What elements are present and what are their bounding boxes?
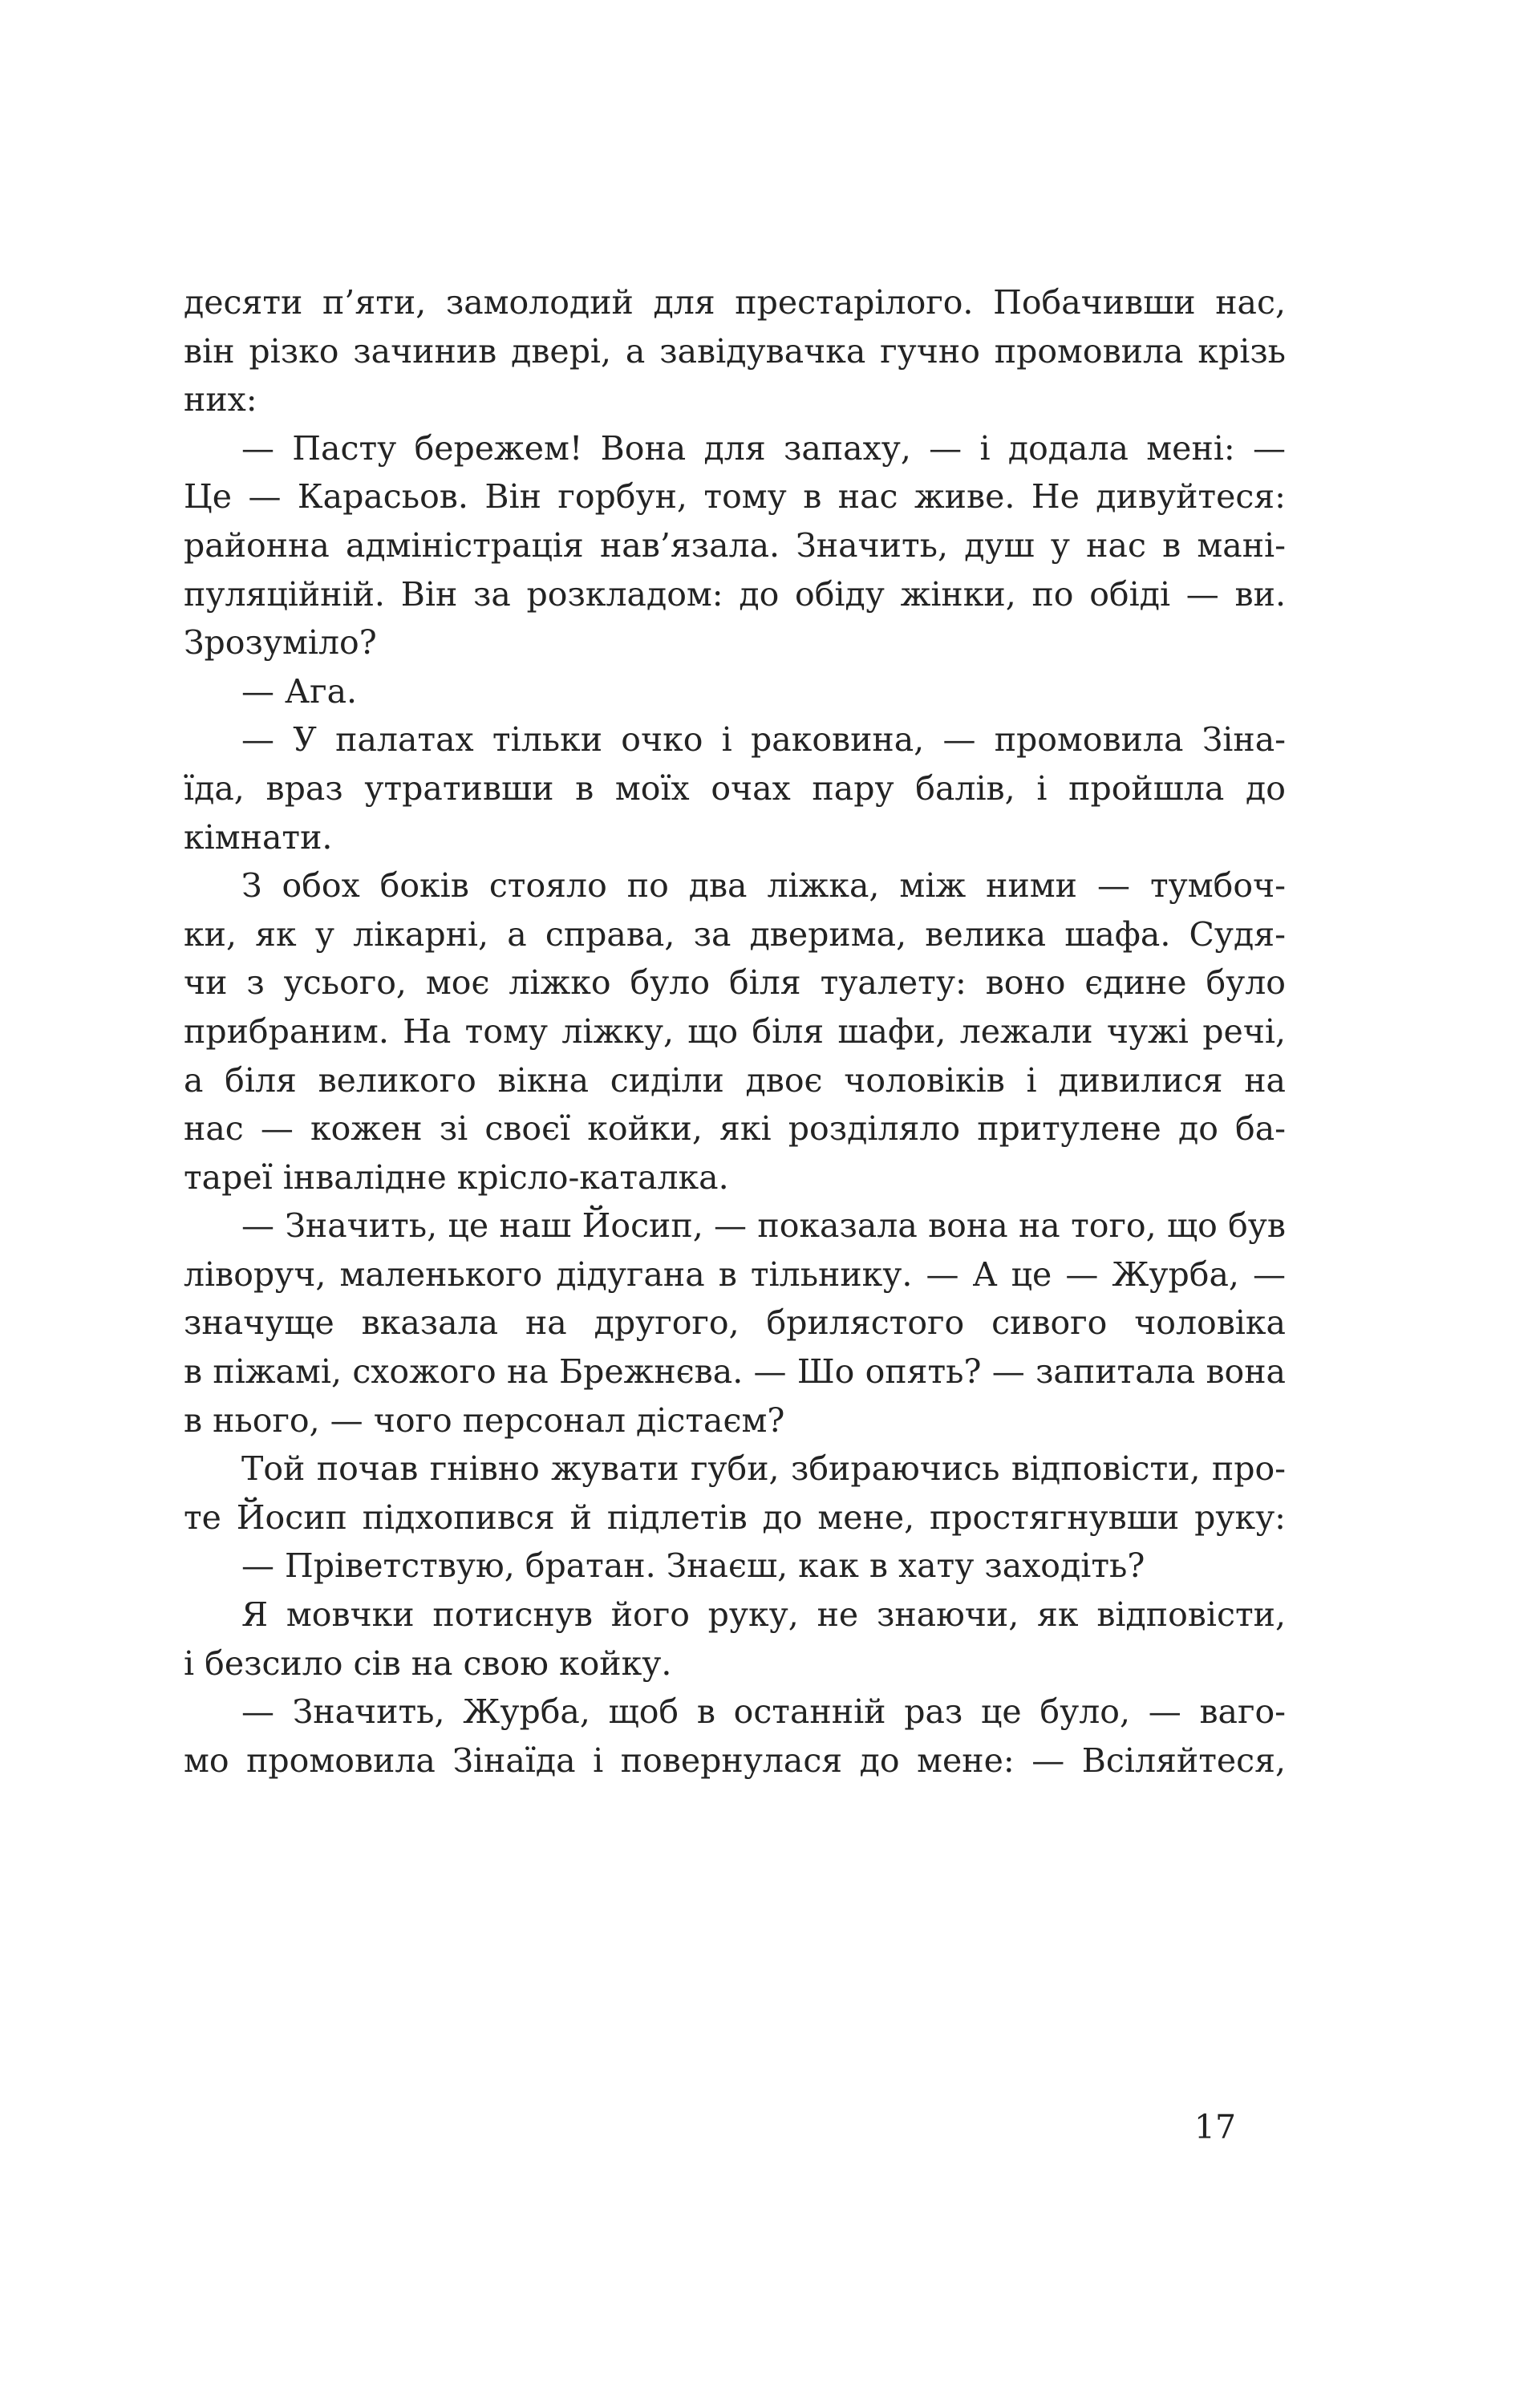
text-line: значуще вказала на другого, брилястого сивого чоловіка xyxy=(184,1303,1286,1343)
text-line: З обох боків стояло по два ліжка, між ними — тумбоч- xyxy=(241,866,1286,906)
text-line: — У палатах тільки очко і раковина, — промовила Зіна- xyxy=(241,720,1286,760)
text-line: кімнати. xyxy=(184,817,333,857)
text-line: ліворуч, маленького дідугана в тільнику. — А це — Журба, — xyxy=(184,1254,1286,1294)
text-line: він різко зачинив двері, а завідувачка гучно промовила крізь xyxy=(184,331,1286,371)
text-line: — Пасту бережем! Вона для запаху, — і додала мені: — xyxy=(241,428,1286,468)
text-line: чи з усього, моє ліжко було біля туалету: воно єдине було xyxy=(184,963,1286,1003)
text-line: тареї інвалідне крісло-каталка. xyxy=(184,1157,729,1197)
text-line: районна адміністрація нав’язала. Значить, душ у нас в мані- xyxy=(184,525,1286,565)
text-line: — Значить, Журба, щоб в останній раз це було, — ваго- xyxy=(241,1692,1286,1732)
body-text xyxy=(184,278,1286,1785)
text-line: і безсило сів на свою койку. xyxy=(184,1643,672,1683)
text-line: десяти п’яти, замолодий для престарілого. Побачивши нас, xyxy=(184,283,1286,322)
text-line: — Ага. xyxy=(241,671,358,711)
text-line: прибраним. На тому ліжку, що біля шафи, лежали чужі речі, xyxy=(184,1011,1286,1051)
text-line: Я мовчки потиснув його руку, не знаючи, як відповісти, xyxy=(241,1595,1286,1635)
text-line: а біля великого вікна сиділи двоє чоловіків і дивилися на xyxy=(184,1060,1286,1100)
text-line: в нього, — чого персонал дістаєм? xyxy=(184,1400,785,1440)
text-line: їда, враз утративши в моїх очах пару балів, і пройшла до xyxy=(184,768,1286,808)
text-line: — Значить, це наш Йосип, — показала вона на того, що був xyxy=(241,1206,1286,1246)
text-line: мо промовила Зінаїда і повернулася до мене: — Всіляйтеся, xyxy=(184,1741,1286,1780)
text-line: ки, як у лікарні, а справа, за дверима, велика шафа. Судя- xyxy=(184,914,1286,954)
text-line: нас — кожен зі своєї койки, які розділяло притулене до ба- xyxy=(184,1109,1286,1149)
text-line: пуляційній. Він за розкладом: до обіду жінки, по обіді — ви. xyxy=(184,574,1286,614)
text-line: в піжамі, схожого на Брежнєва. — Шо опять? — запитала вона xyxy=(184,1352,1286,1392)
text-line: Це — Карасьов. Він горбун, тому в нас живе. Не дивуйтеся: xyxy=(184,477,1286,517)
text-line: те Йосип підхопився й підлетів до мене, простягнувши руку: xyxy=(184,1497,1286,1537)
page-number: 17 xyxy=(1194,2108,1237,2146)
text-line: — Пріветствую, братан. Знаєш, как в хату заходіть? xyxy=(241,1546,1145,1586)
text-line: Зрозуміло? xyxy=(184,623,377,663)
text-line: них: xyxy=(184,380,257,419)
text-line: Той почав гнівно жувати губи, збираючись відповісти, про- xyxy=(241,1449,1286,1489)
